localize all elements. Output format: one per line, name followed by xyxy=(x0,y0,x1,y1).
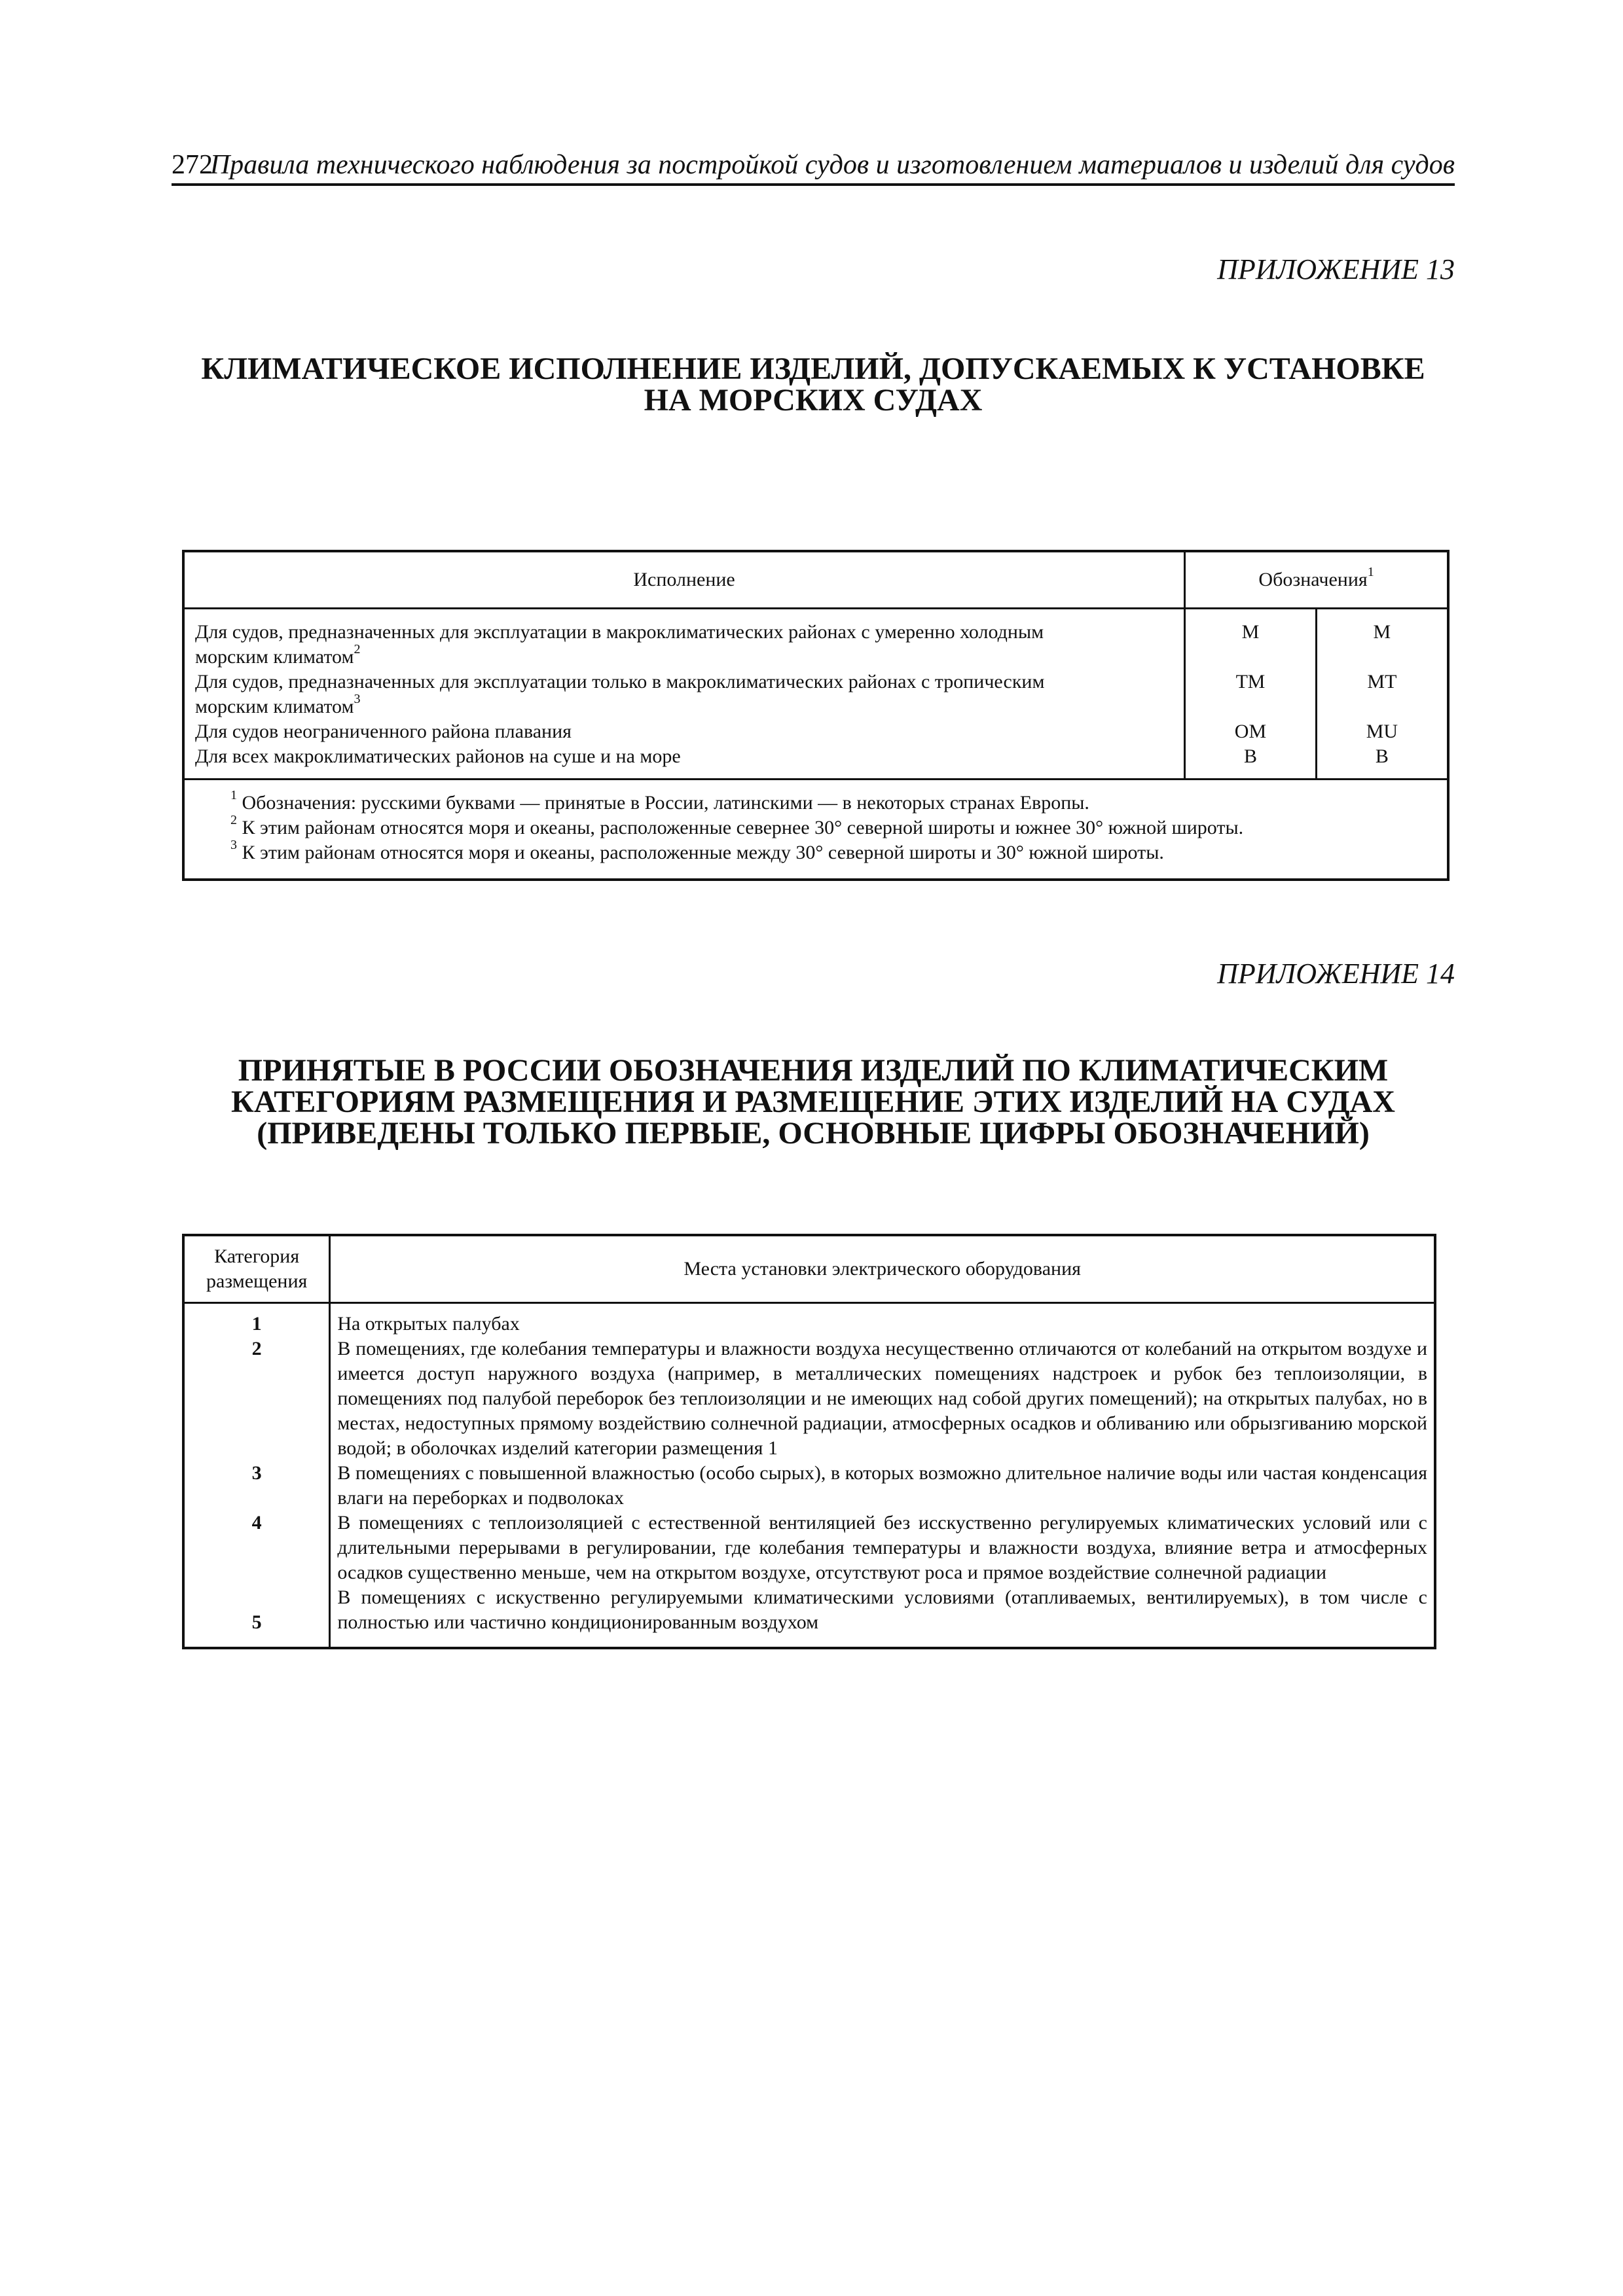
category-number: 3 xyxy=(251,1462,262,1484)
table-row: Для судов, предназначенных для эксплуатации в макроклиматических районах с умеренно холодным морским климатом$^2$ xyxy=(195,621,1044,668)
table-row: Для всех макроклиматических районов на суше и на море xyxy=(195,745,681,767)
footnote: $^3$ К этим районам относятся моря и океаны, расположенные между 30° северной широты и 30° южной широты. xyxy=(230,838,1164,863)
footnotes-row xyxy=(183,780,1448,880)
places-column xyxy=(330,1303,1435,1649)
table-header-row xyxy=(183,1235,1435,1303)
appendix-14-label: ПРИЛОЖЕНИЕ 14 xyxy=(1217,958,1455,990)
column-header-places: Места установки электрического оборудования xyxy=(330,1235,1435,1303)
category-column xyxy=(183,1303,330,1649)
category-number: 5 xyxy=(251,1611,262,1633)
placement-category-table xyxy=(182,1234,1436,1649)
running-title: Правила технического наблюдения за постройкой судов и изготовлением материалов и изделий для судов xyxy=(210,150,1455,180)
table-row: Для судов неограниченного района плавания xyxy=(195,721,572,742)
title-line: КЛИМАТИЧЕСКОЕ ИСПОЛНЕНИЕ ИЗДЕЛИЙ, ДОПУСКАЕМЫХ К УСТАНОВКЕ xyxy=(201,351,1425,386)
title-line: ПРИНЯТЫЕ В РОССИИ ОБОЗНАЧЕНИЯ ИЗДЕЛИЙ ПО КЛИМАТИЧЕСКИМ xyxy=(238,1053,1389,1088)
column-header-category: Категория размещения xyxy=(183,1235,330,1303)
title-line: КАТЕГОРИЯМ РАЗМЕЩЕНИЯ И РАЗМЕЩЕНИЕ ЭТИХ ИЗДЕЛИЙ НА СУДАХ xyxy=(231,1085,1395,1119)
column-header-designations: Обозначения$^1$ xyxy=(1185,551,1448,609)
category-number: 4 xyxy=(251,1512,262,1534)
list-item: На открытых палубах xyxy=(337,1313,520,1335)
list-item: В помещениях с теплоизоляцией с естественной вентиляцией без исскуственно регулируемых климатических условий или с длительными перерывами в регулировании, где колебания температуры и влажности воздуха, влияние ветра и атмосферных осадков существенно меньше, чем на открытом воздухе, отсутствуют роса и прямое воздействие солнечной радиации xyxy=(337,1512,1427,1583)
climatic-execution-table xyxy=(182,550,1450,881)
footnote: $^1$ Обозначения: русскими буквами — принятые в России, латинскими — в некоторых странах Европы. xyxy=(230,788,1089,814)
running-header xyxy=(172,141,1455,186)
footnotes xyxy=(183,780,1448,880)
table-body-row xyxy=(183,1303,1435,1649)
list-item: В помещениях с повышенной влажностью (особо сырых), в которых возможно длительное наличие воды или частая конденсация влаги на переборках и подволоках xyxy=(337,1462,1427,1509)
page-number: 272 xyxy=(172,150,213,180)
title-line: НА МОРСКИХ СУДАХ xyxy=(644,383,983,418)
title-line: (ПРИВЕДЕНЫ ТОЛЬКО ПЕРВЫЕ, ОСНОВНЫЕ ЦИФРЫ ОБОЗНАЧЕНИЙ) xyxy=(257,1116,1370,1151)
execution-cell xyxy=(183,609,1185,780)
list-item: В помещениях, где колебания температуры и влажности воздуха несущественно отличаются от колебаний на открытом воздухе и имеется доступ наружного воздуха (например, в металлических помещениях надстроек и рубок без теплоизоляции, в помещениях под палубой переборок без теплоизоляции и не имеющих над собой других помещений); на открытых палубах, но в местах, недоступных прямому воздействию солнечной радиации, атмосферных осадков и обливанию или обрызгиванию морской водой; в оболочках изделий категории размещения 1 xyxy=(337,1338,1427,1459)
appendix-13-label: ПРИЛОЖЕНИЕ 13 xyxy=(1217,253,1455,285)
latin-designation-cell: M MT MU B xyxy=(1316,609,1448,780)
category-number: 1 xyxy=(251,1313,262,1335)
russian-designation-cell: М ТМ ОМ В xyxy=(1185,609,1317,780)
column-header-execution: Исполнение xyxy=(183,551,1185,609)
appendix-13-title xyxy=(172,353,1455,416)
footnote: $^2$ К этим районам относятся моря и океаны, расположенные севернее 30° северной широты и южнее 30° южной широты. xyxy=(230,813,1244,838)
list-item: В помещениях с искуственно регулируемыми климатическими условиями (отапливаемых, вентилируемых), в том числе с полностью или частично кондиционированным воздухом xyxy=(337,1587,1427,1633)
appendix-14-title xyxy=(172,1055,1455,1149)
table-row: Для судов, предназначенных для эксплуатации только в макроклиматических районах с тропическим морским климатом$^3$ xyxy=(195,671,1045,717)
table-body-row xyxy=(183,609,1448,780)
table-header-row xyxy=(183,551,1448,609)
category-number: 2 xyxy=(251,1338,262,1359)
